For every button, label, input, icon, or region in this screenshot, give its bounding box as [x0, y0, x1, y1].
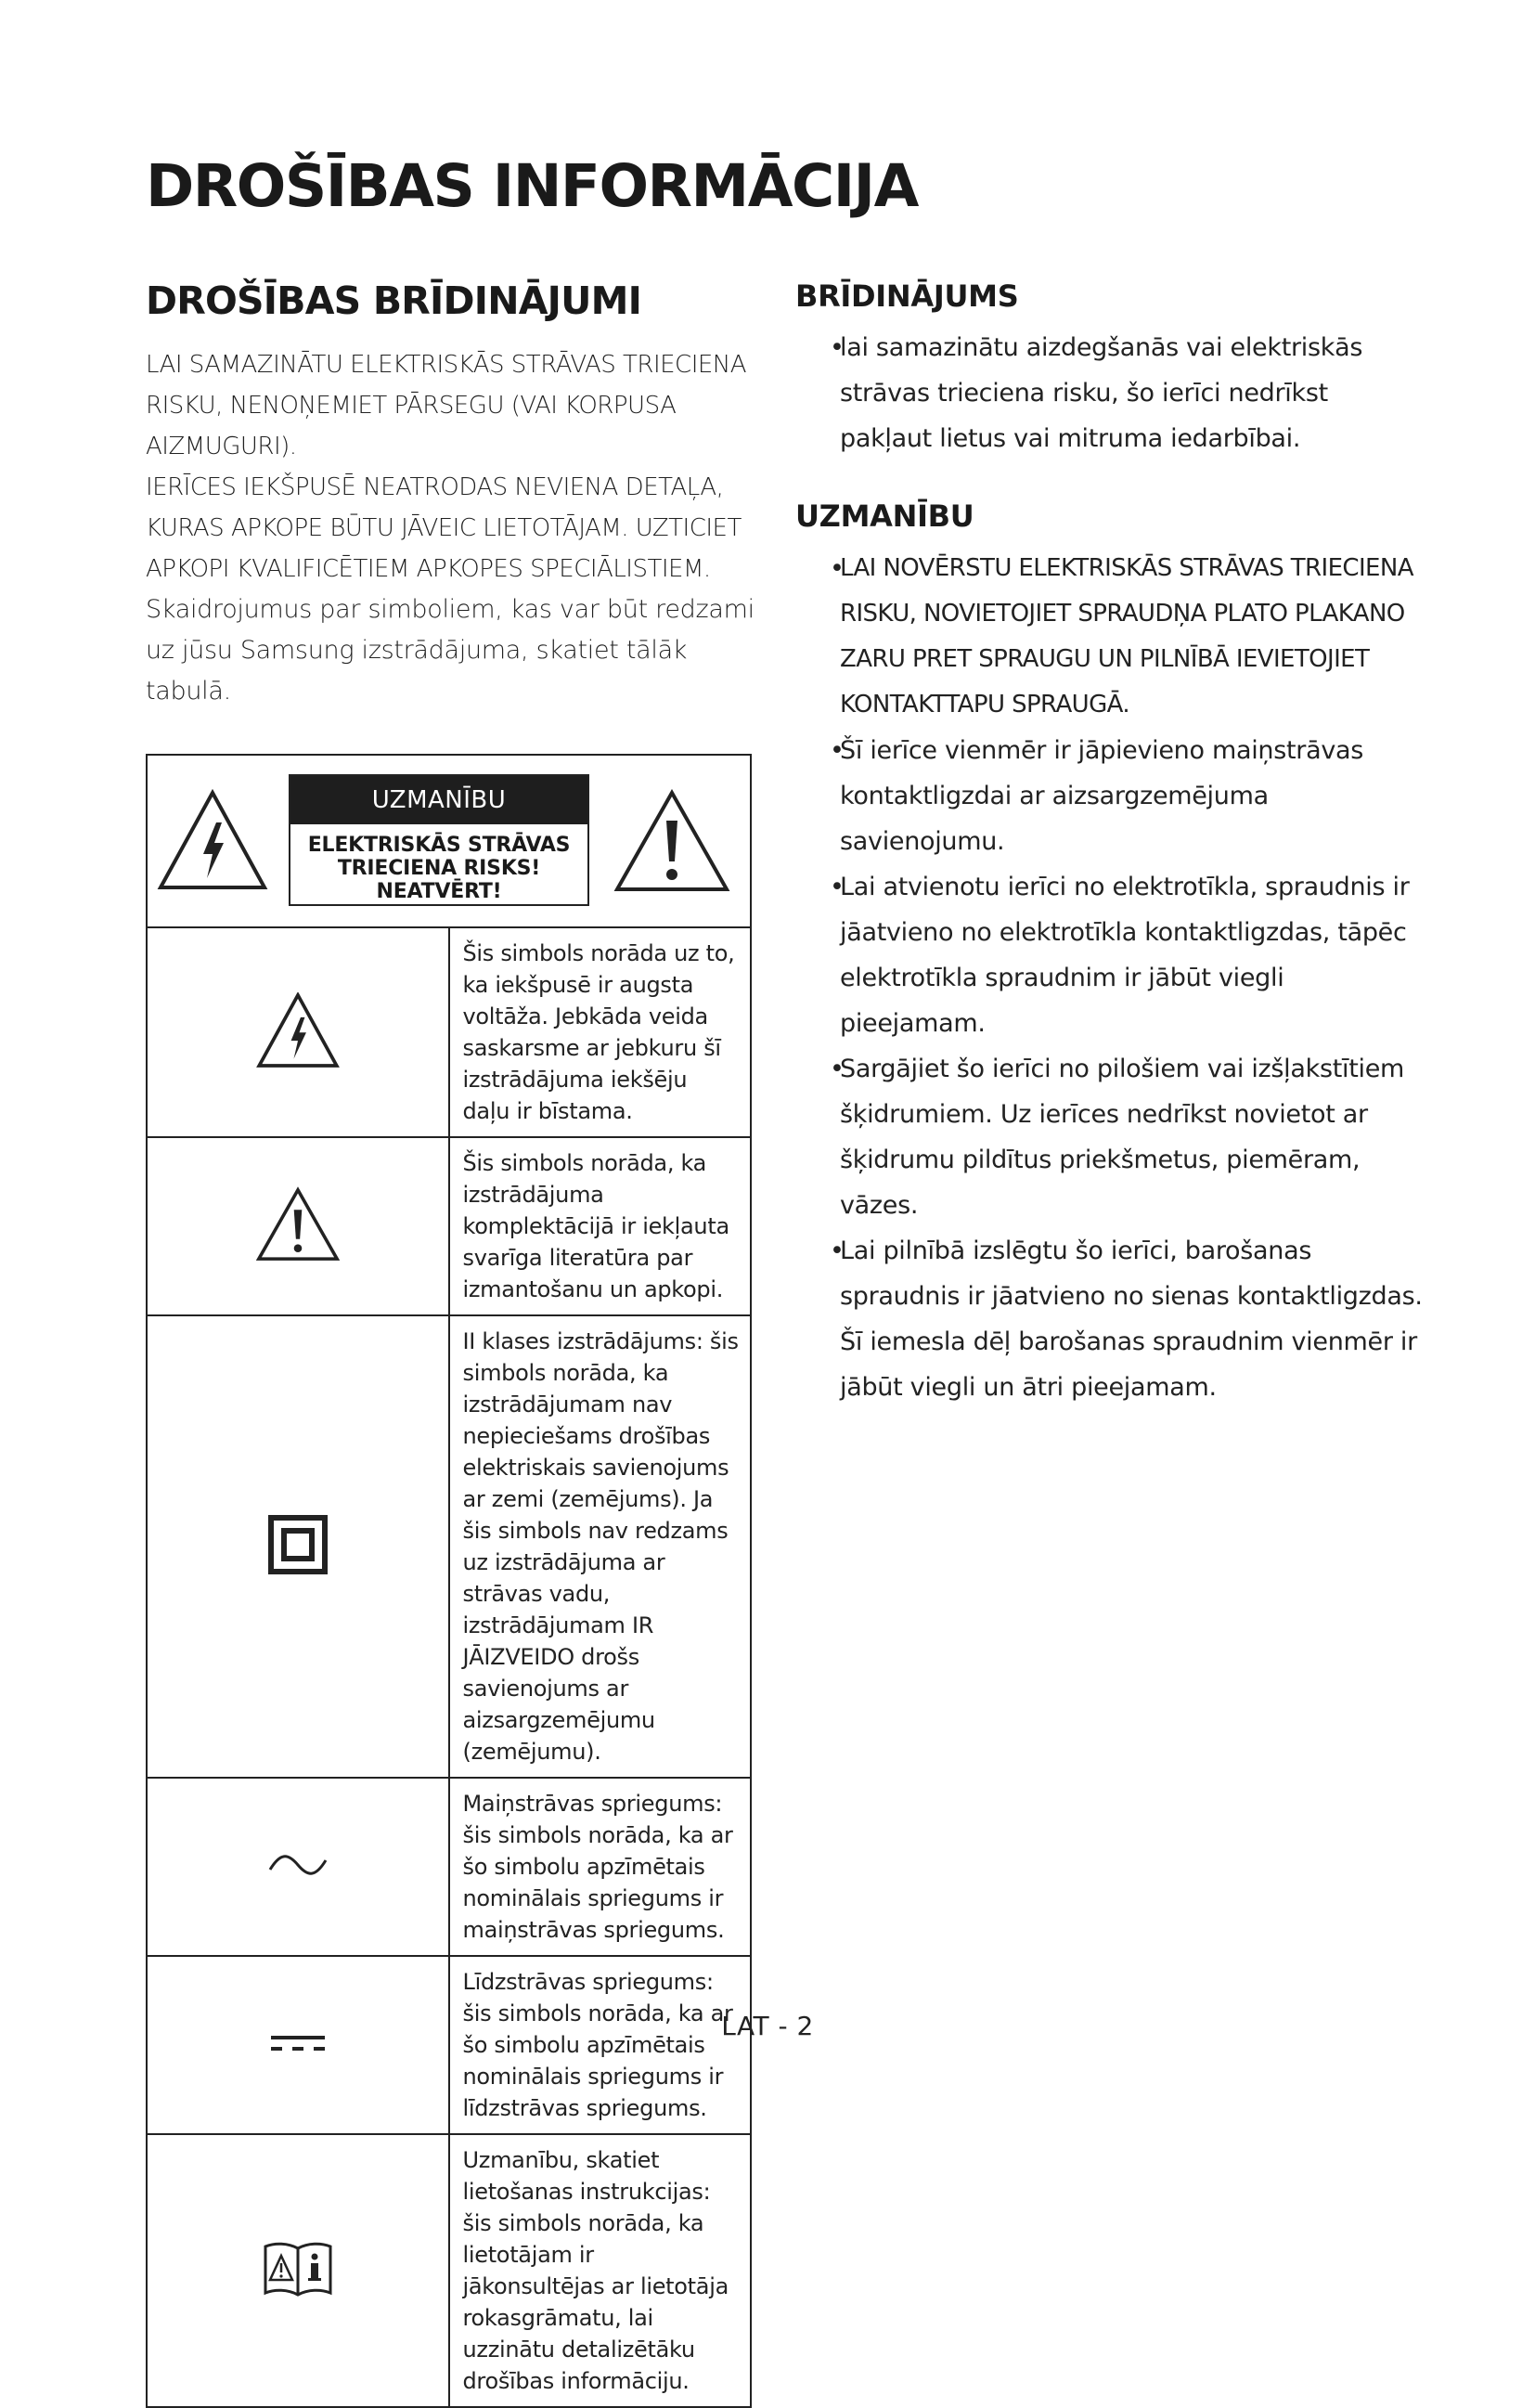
symbol-icon-cell [147, 1956, 449, 2134]
right-column [795, 278, 1426, 1410]
caution-list [795, 546, 1426, 1410]
list-item: • Lai pilnībā izslēgtu šo ierīci, barošanas spraudnis ir jāatvieno no sienas kontaktligzdas. Šī iemesla dēļ barošanas spraudnim vienmēr ir jābūt viegli un ātri pieejamam. [830, 1236, 1423, 1402]
symbol-icon-cell [147, 927, 449, 1137]
caution-label-row [147, 755, 751, 927]
exclamation-triangle-icon [613, 789, 730, 893]
symbol-icon-cell [147, 1137, 449, 1315]
symbol-description: Šis simbols norāda uz to, ka iekšpusē ir augsta voltāža. Jebkāda veida saskarsme ar jebkuru šī izstrādājuma iekšēju daļu ir bīstama. [449, 927, 752, 1137]
symbol-description: Maiņstrāvas spriegums: šis simbols norāda, ka ar šo simbolu apzīmētais nominālais spriegums ir maiņstrāvas spriegums. [449, 1778, 752, 1956]
list-item: • LAI NOVĒRSTU ELEKTRISKĀS STRĀVAS TRIECIENA RISKU, NOVIETOJIET SPRAUDŅA PLATO PLAKANO ZARU PRET SPRAUGU UN PILNĪBĀ IEVIETOJIET KONTAKTTAPU SPRAUGĀ. [830, 553, 1413, 719]
page-title: DROŠĪBAS INFORMĀCIJA [146, 152, 918, 220]
caution-heading: UZMANĪBU [795, 498, 974, 535]
ac-wave-icon [267, 1851, 329, 1879]
manual-book-icon [262, 2239, 334, 2298]
warning-list [795, 325, 1426, 461]
list-item: • lai samazinātu aizdegšanās vai elektriskās strāvas trieciena risku, šo ierīci nedrīkst pakļaut lietus vai mitruma iedarbībai. [830, 333, 1363, 454]
caution-label [289, 774, 589, 906]
symbol-description: II klases izstrādājums: šis simbols norāda, ka izstrādājumam nav nepieciešams drošības elektriskais savienojums ar zemi (zemējums). Ja šis simbols nav redzams uz izstrādājuma ar strāvas vadu, izstrādājumam IR JĀIZVEIDO drošs savienojums ar aizsargzemējumu (zemējumu). [449, 1315, 752, 1778]
exclamation-triangle-icon [256, 1186, 340, 1262]
symbol-description: Līdzstrāvas spriegums: šis simbols norāda, ka ar šo simbolu apzīmētais nominālais spriegums ir līdzstrāvas spriegums. [449, 1956, 752, 2134]
symbol-description: Uzmanību, skatiet lietošanas instrukcijas: šis simbols norāda, ka lietotājam ir jākonsultējas ar lietotāja rokasgrāmatu, lai uzzinātu detalizētāku drošības informāciju. [449, 2134, 752, 2407]
symbols-table [146, 754, 752, 2408]
intro-paragraph: Skaidrojumus par simboliem, kas var būt redzami uz jūsu Samsung izstrādājuma, skatiet tālāk tabulā. [146, 595, 755, 706]
left-column [146, 278, 758, 712]
list-item: • Lai atvienotu ierīci no elektrotīkla, spraudnis ir jāatvieno no elektrotīkla kontaktligzdas, tāpēc elektrotīkla spraudnim ir jābūt viegli pieejamam. [830, 872, 1410, 1038]
symbol-icon-cell [147, 1315, 449, 1778]
intro-paragraph: LAI SAMAZINĀTU ELEKTRISKĀS STRĀVAS TRIECIENA RISKU, NENOŅEMIET PĀRSEGU (VAI KORPUSA AIZMUGURI). [146, 351, 747, 461]
caution-label-body: ELEKTRISKĀS STRĀVAS TRIECIENA RISKS! NEATVĒRT! [307, 834, 571, 903]
symbol-description: Šis simbols norāda, ka izstrādājuma komplektācijā ir iekļauta svarīga literatūra par izmantošanu un apkopi. [449, 1137, 752, 1315]
caution-label-header: UZMANĪBU [290, 776, 587, 824]
double-square-icon [268, 1515, 328, 1574]
page-number: LAT - 2 [721, 2011, 814, 2041]
lightning-triangle-icon [256, 992, 340, 1068]
warning-heading: BRĪDINĀJUMS [795, 278, 1019, 314]
safety-warnings-heading: DROŠĪBAS BRĪDINĀJUMI [146, 278, 642, 323]
lightning-triangle-icon [157, 789, 268, 891]
intro-paragraph: IERĪCES IEKŠPUSĒ NEATRODAS NEVIENA DETAĻA, KURAS APKOPE BŪTU JĀVEIC LIETOTĀJAM. UZTICIET APKOPI KVALIFICĒTIEM APKOPES SPECIĀLISTIEM. [146, 473, 742, 584]
list-item: • Šī ierīce vienmēr ir jāpievieno maiņstrāvas kontaktligzdai ar aizsargzemējuma savienojumu. [830, 735, 1364, 856]
symbol-icon-cell [147, 2134, 449, 2407]
symbol-icon-cell [147, 1778, 449, 1956]
list-item: • Sargājiet šo ierīci no pilošiem vai izšļakstītiem šķidrumiem. Uz ierīces nedrīkst novietot ar šķidrumu pildītus priekšmetus, piemēram, vāzes. [830, 1054, 1405, 1220]
intro-text [146, 344, 758, 712]
